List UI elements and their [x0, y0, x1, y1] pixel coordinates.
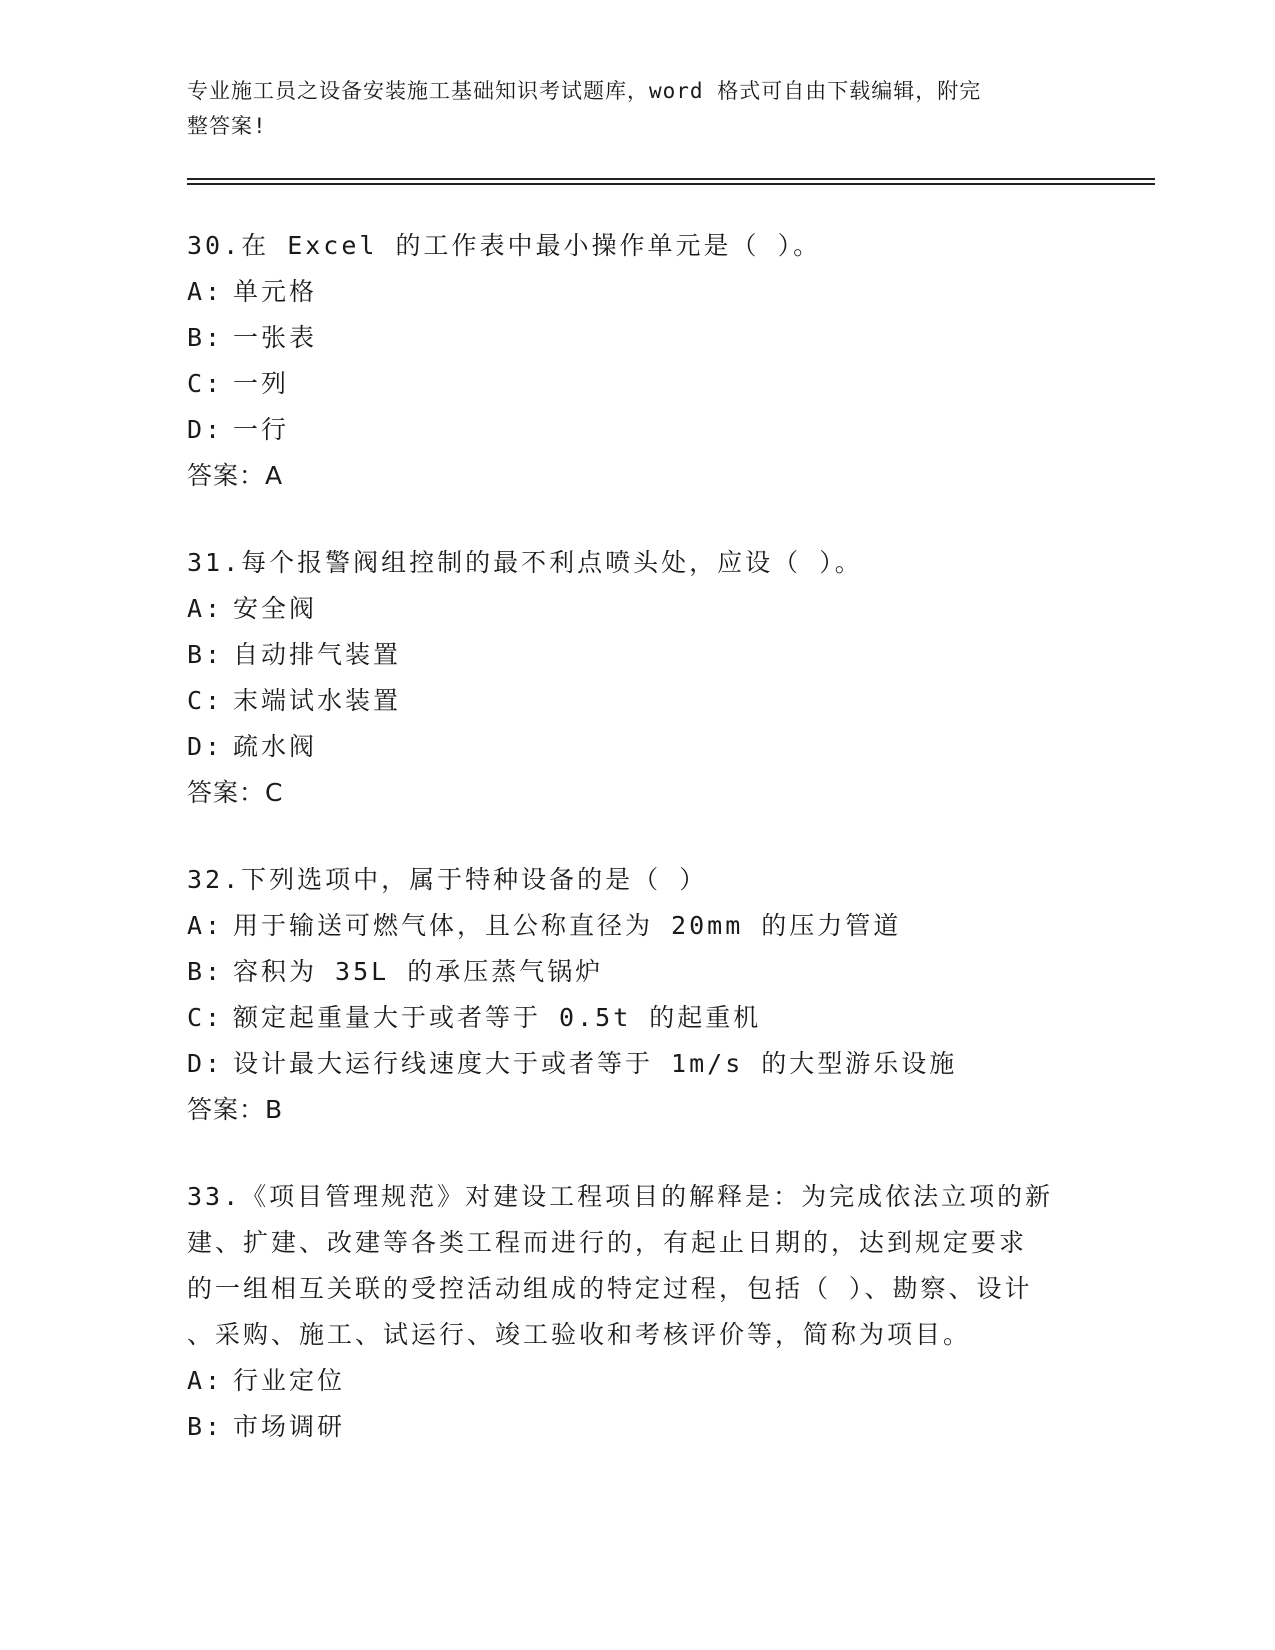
header-divider-top	[187, 178, 1155, 180]
option-b	[187, 632, 1087, 678]
option-text: 末端试水装置	[233, 686, 402, 715]
option-d	[187, 407, 1087, 453]
option-c	[187, 678, 1087, 724]
option-c	[187, 361, 1087, 407]
option-letter: B:	[187, 640, 224, 669]
option-letter: A:	[187, 1366, 224, 1395]
header-divider-bottom	[187, 183, 1155, 185]
question-stem-line-4: 、采购、施工、试运行、竣工验收和考核评价等，简称为项目。	[187, 1320, 972, 1349]
option-b	[187, 1404, 1087, 1450]
option-letter: B:	[187, 323, 224, 352]
answer-line: 答案：C	[187, 778, 284, 807]
document-header	[187, 74, 1067, 144]
option-text: 疏水阀	[233, 732, 318, 761]
header-line-2: 整答案!	[187, 114, 267, 138]
option-letter: A:	[187, 911, 224, 940]
option-a	[187, 586, 1087, 632]
option-a	[187, 1358, 1087, 1404]
option-letter: C:	[187, 1003, 224, 1032]
option-text: 设计最大运行线速度大于或者等于 1m/s 的大型游乐设施	[233, 1049, 958, 1078]
option-text: 行业定位	[233, 1366, 346, 1395]
option-text: 一张表	[233, 323, 318, 352]
option-letter: C:	[187, 369, 224, 398]
question-33	[187, 1174, 1087, 1450]
option-letter: A:	[187, 277, 224, 306]
option-letter: B:	[187, 957, 224, 986]
question-31	[187, 540, 1087, 816]
option-d	[187, 724, 1087, 770]
option-text: 安全阀	[233, 594, 318, 623]
option-text: 单元格	[233, 277, 318, 306]
question-stem-line-3: 的一组相互关联的受控活动组成的特定过程，包括（ ）、勘察、设计	[187, 1274, 1033, 1303]
option-c	[187, 995, 1087, 1041]
option-text: 一列	[233, 369, 290, 398]
header-line-1: 专业施工员之设备安装施工基础知识考试题库，word 格式可自由下载编辑，附完	[187, 79, 982, 103]
option-letter: D:	[187, 415, 224, 444]
option-letter: D:	[187, 1049, 224, 1078]
question-stem-line-2: 建、扩建、改建等各类工程而进行的，有起止日期的，达到规定要求	[187, 1228, 1028, 1257]
option-a	[187, 269, 1087, 315]
option-letter: A:	[187, 594, 224, 623]
option-text: 一行	[233, 415, 290, 444]
option-d	[187, 1041, 1087, 1087]
option-letter: C:	[187, 686, 224, 715]
option-text: 用于输送可燃气体，且公称直径为 20mm 的压力管道	[233, 911, 902, 940]
answer-line: 答案：B	[187, 1095, 284, 1124]
question-stem-line-1: 33.《项目管理规范》对建设工程项目的解释是：为完成依法立项的新	[187, 1182, 1054, 1211]
question-32	[187, 857, 1087, 1133]
question-stem: 32.下列选项中，属于特种设备的是（ ）	[187, 865, 708, 894]
question-stem: 31.每个报警阀组控制的最不利点喷头处，应设（ ）。	[187, 548, 863, 577]
option-b	[187, 949, 1087, 995]
answer-line: 答案：A	[187, 461, 284, 490]
option-text: 额定起重量大于或者等于 0.5t 的起重机	[233, 1003, 762, 1032]
option-text: 市场调研	[233, 1412, 346, 1441]
question-30	[187, 223, 1087, 499]
option-letter: D:	[187, 732, 224, 761]
option-text: 自动排气装置	[233, 640, 402, 669]
option-letter: B:	[187, 1412, 224, 1441]
option-text: 容积为 35L 的承压蒸气锅炉	[233, 957, 604, 986]
question-stem: 30.在 Excel 的工作表中最小操作单元是（ ）。	[187, 231, 822, 260]
option-a	[187, 903, 1087, 949]
option-b	[187, 315, 1087, 361]
